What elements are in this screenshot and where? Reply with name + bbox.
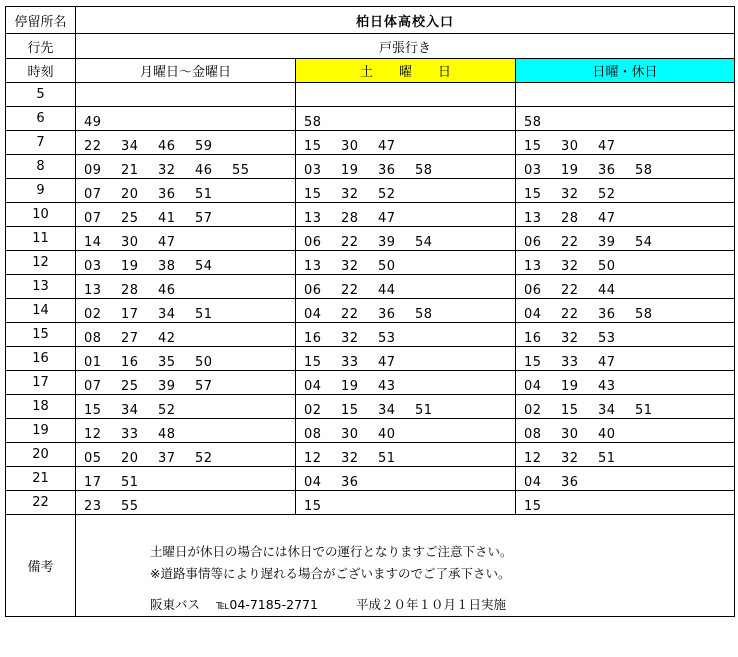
departure-minute: 35: [158, 355, 176, 370]
saturday-minutes: [296, 251, 516, 275]
departure-minute: 21: [121, 163, 139, 178]
departure-minute: 19: [561, 379, 579, 394]
departure-minute: 52: [378, 187, 396, 202]
holiday-minutes: [516, 107, 735, 131]
departure-minute: 58: [415, 307, 433, 322]
departure-minute: 30: [561, 139, 579, 154]
saturday-minutes: [296, 203, 516, 227]
departure-minute: 16: [121, 355, 139, 370]
remarks: [76, 515, 735, 617]
hour-row: [6, 227, 735, 251]
operator-tel: ℡04-7185-2771: [215, 597, 318, 612]
weekday-minutes: [76, 467, 296, 491]
departure-minute: 17: [84, 475, 102, 490]
holiday-minutes: [516, 419, 735, 443]
weekday-minutes: [76, 227, 296, 251]
departure-minute: 58: [415, 163, 433, 178]
hour-cell: 19: [6, 419, 76, 443]
weekday-minutes: [76, 275, 296, 299]
hour-row: [6, 179, 735, 203]
departure-minute: 02: [304, 403, 322, 418]
departure-minute: 22: [561, 235, 579, 250]
departure-minute: 32: [561, 259, 579, 274]
destination: 戸張行き: [76, 34, 735, 59]
departure-minute: 30: [561, 427, 579, 442]
departure-minute: 55: [121, 499, 139, 514]
departure-minute: 04: [524, 475, 542, 490]
departure-minute: 40: [598, 427, 616, 442]
departure-minute: 08: [304, 427, 322, 442]
departure-minute: 25: [121, 379, 139, 394]
departure-minute: 25: [121, 211, 139, 226]
departure-minute: 06: [524, 235, 542, 250]
departure-minute: 22: [84, 139, 102, 154]
departure-minute: 59: [195, 139, 213, 154]
saturday-minutes: [296, 395, 516, 419]
departure-minute: 16: [304, 331, 322, 346]
saturday-minutes: [296, 419, 516, 443]
departure-minute: 06: [524, 283, 542, 298]
departure-minute: 51: [415, 403, 433, 418]
departure-minute: 14: [84, 235, 102, 250]
departure-minute: 33: [341, 355, 359, 370]
departure-minute: 20: [121, 187, 139, 202]
departure-minute: 22: [341, 307, 359, 322]
departure-minute: 47: [598, 355, 616, 370]
saturday-minutes: [296, 131, 516, 155]
departure-minute: 15: [524, 355, 542, 370]
departure-minute: 36: [158, 187, 176, 202]
departure-minute: 03: [84, 259, 102, 274]
departure-minute: 33: [121, 427, 139, 442]
hour-cell: 14: [6, 299, 76, 323]
departure-minute: 12: [84, 427, 102, 442]
hour-cell: 22: [6, 491, 76, 515]
departure-minute: 15: [341, 403, 359, 418]
departure-minute: 58: [304, 115, 322, 130]
departure-minute: 38: [158, 259, 176, 274]
departure-minute: 46: [195, 163, 213, 178]
departure-minute: 13: [524, 259, 542, 274]
departure-minute: 04: [304, 307, 322, 322]
departure-minute: 58: [524, 115, 542, 130]
weekday-minutes: [76, 323, 296, 347]
holiday-minutes: [516, 323, 735, 347]
holiday-minutes: [516, 467, 735, 491]
hour-row: [6, 83, 735, 107]
departure-minute: 05: [84, 451, 102, 466]
departure-minute: 50: [378, 259, 396, 274]
hour-cell: 20: [6, 443, 76, 467]
departure-minute: 15: [304, 139, 322, 154]
hour-row: [6, 107, 735, 131]
departure-minute: 41: [158, 211, 176, 226]
hour-cell: 17: [6, 371, 76, 395]
departure-minute: 34: [598, 403, 616, 418]
departure-minute: 57: [195, 379, 213, 394]
departure-minute: 51: [195, 187, 213, 202]
departure-minute: 07: [84, 379, 102, 394]
weekday-minutes: [76, 131, 296, 155]
remark-line-2: ※道路事情等により遅れる場合がございますのでご了承下さい。: [150, 566, 511, 581]
departure-minute: 47: [158, 235, 176, 250]
departure-minute: 39: [598, 235, 616, 250]
saturday-minutes: [296, 371, 516, 395]
departure-minute: 51: [635, 403, 653, 418]
weekday-header: 月曜日～金曜日: [76, 59, 296, 83]
weekday-minutes: [76, 419, 296, 443]
holiday-minutes: [516, 347, 735, 371]
departure-minute: 47: [378, 139, 396, 154]
departure-minute: 04: [524, 307, 542, 322]
stop-name: 柏日体高校入口: [76, 7, 735, 34]
destination-label: 行先: [6, 34, 76, 59]
holiday-header: 日曜・休日: [516, 59, 735, 83]
hour-row: [6, 275, 735, 299]
departure-minute: 13: [524, 211, 542, 226]
departure-minute: 36: [598, 307, 616, 322]
saturday-minutes: [296, 443, 516, 467]
departure-minute: 46: [158, 139, 176, 154]
departure-minute: 19: [341, 163, 359, 178]
weekday-minutes: [76, 83, 296, 107]
saturday-minutes: [296, 347, 516, 371]
departure-minute: 34: [378, 403, 396, 418]
holiday-minutes: [516, 443, 735, 467]
departure-minute: 28: [561, 211, 579, 226]
departure-minute: 01: [84, 355, 102, 370]
departure-minute: 50: [598, 259, 616, 274]
departure-minute: 39: [378, 235, 396, 250]
departure-minute: 08: [524, 427, 542, 442]
departure-minute: 54: [415, 235, 433, 250]
departure-minute: 03: [524, 163, 542, 178]
departure-minute: 34: [121, 139, 139, 154]
departure-minute: 23: [84, 499, 102, 514]
departure-minute: 52: [158, 403, 176, 418]
departure-minute: 04: [304, 475, 322, 490]
hour-row: [6, 347, 735, 371]
hour-row: [6, 251, 735, 275]
departure-minute: 46: [158, 283, 176, 298]
departure-minute: 27: [121, 331, 139, 346]
departure-minute: 28: [121, 283, 139, 298]
departure-minute: 36: [378, 307, 396, 322]
hour-cell: 11: [6, 227, 76, 251]
departure-minute: 16: [524, 331, 542, 346]
departure-minute: 52: [598, 187, 616, 202]
departure-minute: 09: [84, 163, 102, 178]
departure-minute: 43: [378, 379, 396, 394]
holiday-minutes: [516, 491, 735, 515]
weekday-minutes: [76, 347, 296, 371]
departure-minute: 15: [524, 139, 542, 154]
hour-cell: 13: [6, 275, 76, 299]
departure-minute: 57: [195, 211, 213, 226]
weekday-minutes: [76, 155, 296, 179]
departure-minute: 47: [378, 355, 396, 370]
hour-row: [6, 467, 735, 491]
departure-minute: 07: [84, 211, 102, 226]
remark-line-1: 土曜日が休日の場合には休日での運行となりますご注意下さい。: [150, 544, 513, 559]
departure-minute: 48: [158, 427, 176, 442]
departure-minute: 13: [304, 211, 322, 226]
hour-row: [6, 371, 735, 395]
departure-minute: 32: [561, 331, 579, 346]
departure-minute: 49: [84, 115, 102, 130]
weekday-minutes: [76, 203, 296, 227]
departure-minute: 19: [341, 379, 359, 394]
departure-minute: 47: [598, 211, 616, 226]
weekday-minutes: [76, 179, 296, 203]
hour-cell: 9: [6, 179, 76, 203]
departure-minute: 42: [158, 331, 176, 346]
hour-row: [6, 323, 735, 347]
hour-row: [6, 299, 735, 323]
departure-minute: 30: [341, 427, 359, 442]
departure-minute: 58: [635, 163, 653, 178]
hour-cell: 5: [6, 83, 76, 107]
hour-row: [6, 443, 735, 467]
hour-row: [6, 491, 735, 515]
departure-minute: 19: [121, 259, 139, 274]
weekday-minutes: [76, 371, 296, 395]
departure-minute: 37: [158, 451, 176, 466]
departure-minute: 51: [378, 451, 396, 466]
weekday-minutes: [76, 299, 296, 323]
holiday-minutes: [516, 275, 735, 299]
saturday-header: 土 曜 日: [296, 59, 516, 83]
hour-row: [6, 203, 735, 227]
departure-minute: 15: [84, 403, 102, 418]
effective-date: 平成２０年１０月１日実施: [355, 597, 506, 612]
holiday-minutes: [516, 203, 735, 227]
departure-minute: 20: [121, 451, 139, 466]
holiday-minutes: [516, 395, 735, 419]
weekday-minutes: [76, 107, 296, 131]
departure-minute: 51: [121, 475, 139, 490]
departure-minute: 06: [304, 235, 322, 250]
holiday-minutes: [516, 179, 735, 203]
departure-minute: 36: [341, 475, 359, 490]
hour-cell: 7: [6, 131, 76, 155]
saturday-minutes: [296, 323, 516, 347]
weekday-minutes: [76, 395, 296, 419]
holiday-minutes: [516, 371, 735, 395]
operator-name: 阪東バス: [150, 597, 201, 612]
departure-minute: 15: [304, 355, 322, 370]
departure-minute: 33: [561, 355, 579, 370]
departure-minute: 04: [304, 379, 322, 394]
departure-minute: 34: [158, 307, 176, 322]
departure-minute: 51: [598, 451, 616, 466]
saturday-minutes: [296, 467, 516, 491]
hour-row: [6, 419, 735, 443]
departure-minute: 15: [524, 187, 542, 202]
departure-minute: 12: [524, 451, 542, 466]
departure-minute: 17: [121, 307, 139, 322]
saturday-minutes: [296, 299, 516, 323]
departure-minute: 32: [561, 187, 579, 202]
saturday-minutes: [296, 107, 516, 131]
saturday-minutes: [296, 179, 516, 203]
hour-cell: 8: [6, 155, 76, 179]
saturday-minutes: [296, 275, 516, 299]
departure-minute: 15: [561, 403, 579, 418]
hour-row: [6, 131, 735, 155]
departure-minute: 08: [84, 331, 102, 346]
holiday-minutes: [516, 131, 735, 155]
departure-minute: 47: [378, 211, 396, 226]
hour-cell: 15: [6, 323, 76, 347]
departure-minute: 32: [341, 259, 359, 274]
departure-minute: 47: [598, 139, 616, 154]
hour-cell: 18: [6, 395, 76, 419]
saturday-minutes: [296, 155, 516, 179]
remarks-footer: [150, 594, 734, 616]
departure-minute: 06: [304, 283, 322, 298]
departure-minute: 02: [524, 403, 542, 418]
departure-minute: 22: [341, 235, 359, 250]
departure-minute: 58: [635, 307, 653, 322]
departure-minute: 36: [598, 163, 616, 178]
holiday-minutes: [516, 299, 735, 323]
hour-row: [6, 395, 735, 419]
departure-minute: 15: [304, 499, 322, 514]
departure-minute: 15: [304, 187, 322, 202]
saturday-minutes: [296, 491, 516, 515]
hour-cell: 6: [6, 107, 76, 131]
departure-minute: 40: [378, 427, 396, 442]
departure-minute: 50: [195, 355, 213, 370]
holiday-minutes: [516, 83, 735, 107]
departure-minute: 32: [341, 451, 359, 466]
departure-minute: 30: [341, 139, 359, 154]
departure-minute: 22: [341, 283, 359, 298]
departure-minute: 07: [84, 187, 102, 202]
departure-minute: 32: [341, 331, 359, 346]
departure-minute: 34: [121, 403, 139, 418]
departure-minute: 32: [341, 187, 359, 202]
departure-minute: 22: [561, 307, 579, 322]
remarks-label: 備考: [6, 515, 76, 617]
hour-cell: 21: [6, 467, 76, 491]
saturday-minutes: [296, 83, 516, 107]
departure-minute: 53: [598, 331, 616, 346]
departure-minute: 54: [195, 259, 213, 274]
departure-minute: 55: [232, 163, 250, 178]
timetable: [5, 6, 735, 617]
departure-minute: 13: [84, 283, 102, 298]
departure-minute: 32: [561, 451, 579, 466]
departure-minute: 39: [158, 379, 176, 394]
departure-minute: 32: [158, 163, 176, 178]
hour-label: 時刻: [6, 59, 76, 83]
weekday-minutes: [76, 251, 296, 275]
departure-minute: 13: [304, 259, 322, 274]
departure-minute: 36: [378, 163, 396, 178]
departure-minute: 36: [561, 475, 579, 490]
departure-minute: 03: [304, 163, 322, 178]
holiday-minutes: [516, 227, 735, 251]
hour-row: [6, 155, 735, 179]
departure-minute: 51: [195, 307, 213, 322]
hour-cell: 16: [6, 347, 76, 371]
departure-minute: 28: [341, 211, 359, 226]
departure-minute: 30: [121, 235, 139, 250]
stop-name-label: 停留所名: [6, 7, 76, 34]
departure-minute: 02: [84, 307, 102, 322]
hour-cell: 12: [6, 251, 76, 275]
departure-minute: 12: [304, 451, 322, 466]
holiday-minutes: [516, 251, 735, 275]
weekday-minutes: [76, 443, 296, 467]
saturday-minutes: [296, 227, 516, 251]
departure-minute: 04: [524, 379, 542, 394]
weekday-minutes: [76, 491, 296, 515]
holiday-minutes: [516, 155, 735, 179]
departure-minute: 44: [378, 283, 396, 298]
departure-minute: 53: [378, 331, 396, 346]
departure-minute: 44: [598, 283, 616, 298]
departure-minute: 19: [561, 163, 579, 178]
departure-minute: 52: [195, 451, 213, 466]
departure-minute: 22: [561, 283, 579, 298]
hour-cell: 10: [6, 203, 76, 227]
departure-minute: 43: [598, 379, 616, 394]
departure-minute: 54: [635, 235, 653, 250]
departure-minute: 15: [524, 499, 542, 514]
